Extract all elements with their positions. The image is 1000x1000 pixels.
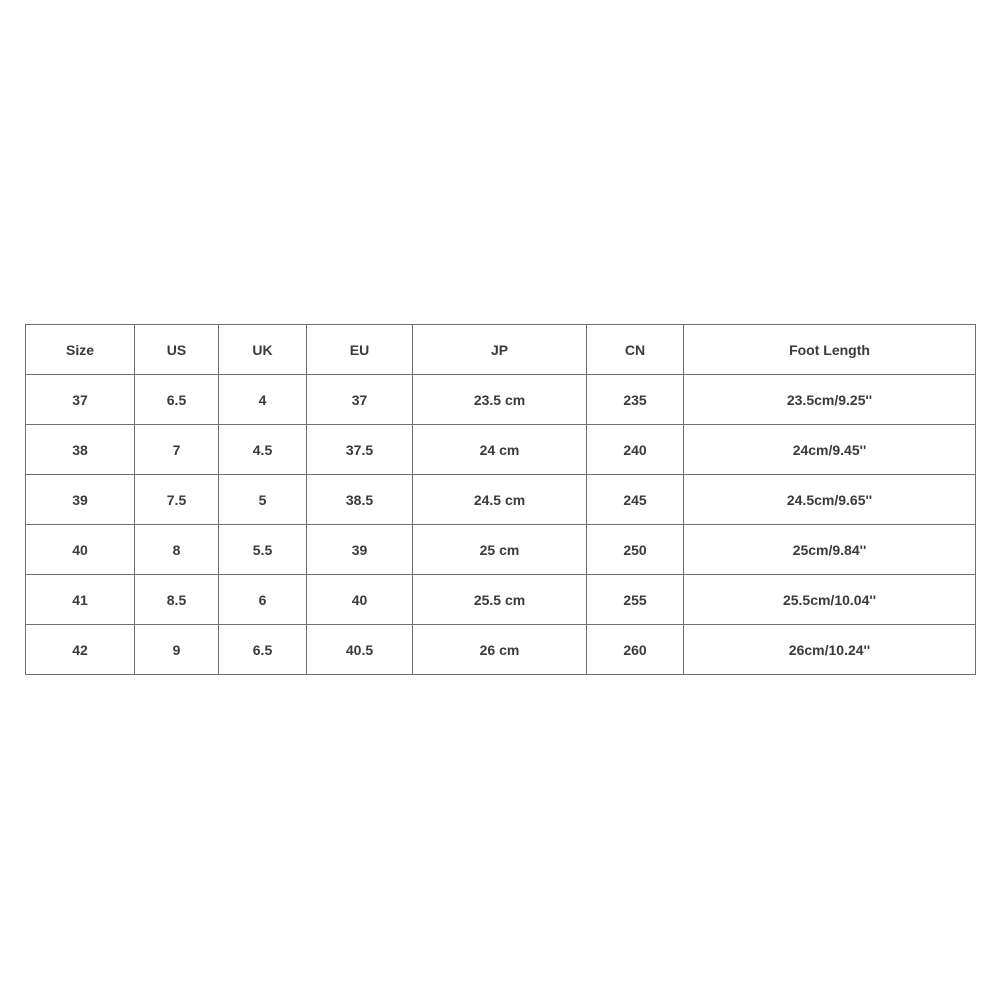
cell-size: 37 — [26, 375, 135, 425]
cell-uk: 4 — [219, 375, 307, 425]
table-row — [26, 575, 976, 625]
cell-eu: 40 — [307, 575, 413, 625]
cell-eu: 37.5 — [307, 425, 413, 475]
cell-jp: 23.5 cm — [413, 375, 587, 425]
cell-us: 7.5 — [135, 475, 219, 525]
cell-us: 7 — [135, 425, 219, 475]
header-eu: EU — [307, 325, 413, 375]
cell-uk: 5.5 — [219, 525, 307, 575]
cell-jp: 26 cm — [413, 625, 587, 675]
table-row — [26, 475, 976, 525]
cell-eu: 37 — [307, 375, 413, 425]
header-size: Size — [26, 325, 135, 375]
cell-size: 38 — [26, 425, 135, 475]
cell-jp: 25 cm — [413, 525, 587, 575]
size-chart-header — [26, 325, 976, 375]
cell-us: 8.5 — [135, 575, 219, 625]
cell-eu: 38.5 — [307, 475, 413, 525]
header-us: US — [135, 325, 219, 375]
size-chart-table — [25, 324, 976, 675]
cell-uk: 6 — [219, 575, 307, 625]
cell-size: 40 — [26, 525, 135, 575]
cell-foot-length: 25cm/9.84'' — [684, 525, 976, 575]
cell-foot-length: 24cm/9.45'' — [684, 425, 976, 475]
cell-cn: 255 — [587, 575, 684, 625]
header-jp: JP — [413, 325, 587, 375]
cell-eu: 39 — [307, 525, 413, 575]
cell-foot-length: 26cm/10.24'' — [684, 625, 976, 675]
cell-cn: 240 — [587, 425, 684, 475]
table-row — [26, 425, 976, 475]
cell-foot-length: 25.5cm/10.04'' — [684, 575, 976, 625]
cell-us: 8 — [135, 525, 219, 575]
cell-cn: 260 — [587, 625, 684, 675]
cell-eu: 40.5 — [307, 625, 413, 675]
size-chart-body — [26, 375, 976, 675]
cell-foot-length: 23.5cm/9.25'' — [684, 375, 976, 425]
table-row — [26, 525, 976, 575]
table-row — [26, 625, 976, 675]
cell-size: 42 — [26, 625, 135, 675]
header-uk: UK — [219, 325, 307, 375]
cell-size: 41 — [26, 575, 135, 625]
cell-cn: 245 — [587, 475, 684, 525]
cell-jp: 24.5 cm — [413, 475, 587, 525]
table-row — [26, 375, 976, 425]
cell-jp: 25.5 cm — [413, 575, 587, 625]
cell-foot-length: 24.5cm/9.65'' — [684, 475, 976, 525]
cell-us: 9 — [135, 625, 219, 675]
header-row — [26, 325, 976, 375]
cell-size: 39 — [26, 475, 135, 525]
cell-us: 6.5 — [135, 375, 219, 425]
cell-cn: 235 — [587, 375, 684, 425]
header-foot-length: Foot Length — [684, 325, 976, 375]
header-cn: CN — [587, 325, 684, 375]
cell-uk: 6.5 — [219, 625, 307, 675]
cell-jp: 24 cm — [413, 425, 587, 475]
cell-uk: 4.5 — [219, 425, 307, 475]
cell-uk: 5 — [219, 475, 307, 525]
cell-cn: 250 — [587, 525, 684, 575]
